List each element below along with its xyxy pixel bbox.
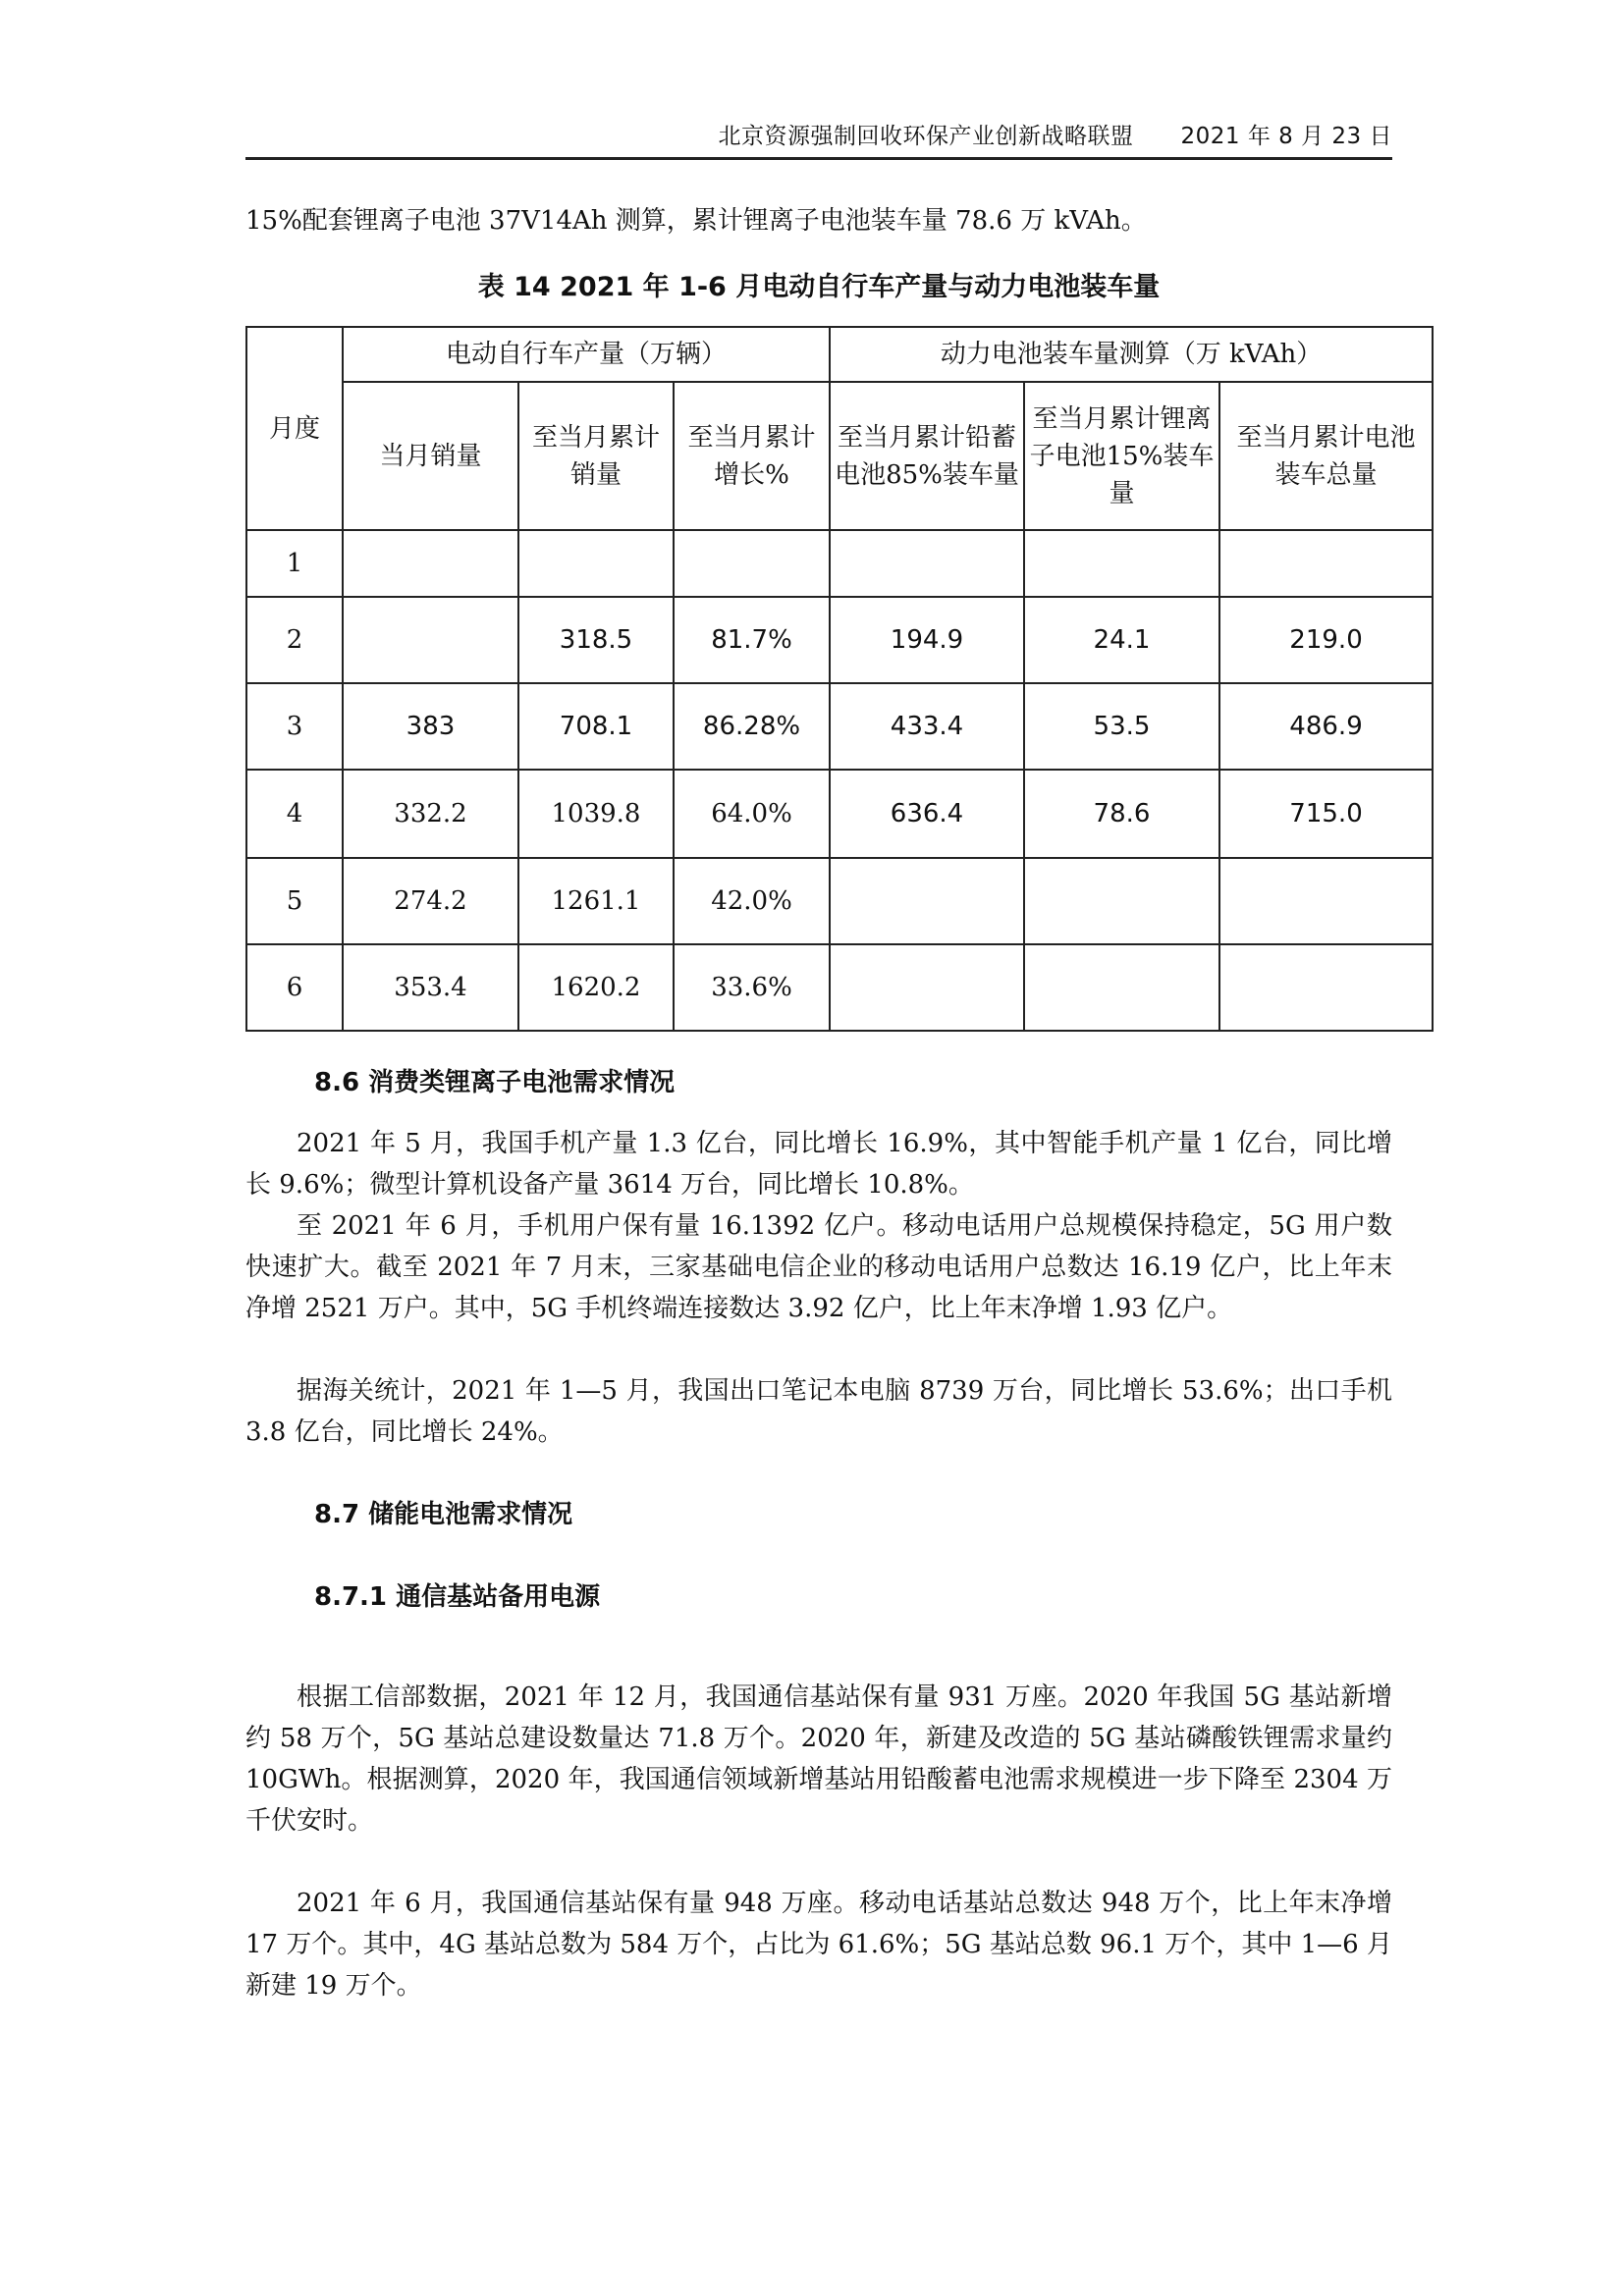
sub-header: 至当月累计销量 — [518, 382, 674, 530]
page-header — [245, 118, 1392, 150]
table-cell — [343, 530, 518, 597]
table-cell: 4 — [246, 770, 343, 858]
table-cell: 81.7% — [674, 597, 830, 683]
section-8-6-heading: 8.6 消费类锂离子电池需求情况 — [314, 1068, 676, 1097]
intro-line: 15%配套锂离子电池 37V14Ah 测算，累计锂离子电池装车量 78.6 万 kVAh。 — [245, 206, 1147, 236]
table-row — [246, 944, 1433, 1031]
table-cell: 636.4 — [830, 770, 1024, 858]
sub-header: 至当月累计铅蓄电池85%装车量 — [830, 382, 1024, 530]
table-cell: 274.2 — [343, 858, 518, 944]
table-cell — [1219, 530, 1433, 597]
table-cell — [343, 597, 518, 683]
header-date: 2021 年 8 月 23 日 — [1180, 124, 1392, 149]
table-cell: 1620.2 — [518, 944, 674, 1031]
group-battery-header: 动力电池装车量测算（万 kVAh） — [830, 327, 1433, 382]
section-8-7-heading: 8.7 储能电池需求情况 — [314, 1500, 573, 1529]
table-header-row — [246, 327, 1433, 382]
sub-header: 至当月累计增长% — [674, 382, 830, 530]
table-cell — [1219, 944, 1433, 1031]
table-cell: 708.1 — [518, 683, 674, 770]
table-row — [246, 530, 1433, 597]
section-8-6-paragraph-1: 2021 年 5 月，我国手机产量 1.3 亿台，同比增长 16.9%，其中智能手机产量 1 亿台，同比增长 9.6%；微型计算机设备产量 3614 万台，同比增长 10.8%。 — [245, 1129, 1392, 1200]
table-cell: 86.28% — [674, 683, 830, 770]
table-row — [246, 770, 1433, 858]
table-cell: 33.6% — [674, 944, 830, 1031]
section-8-7-1-paragraph-1: 根据工信部数据，2021 年 12 月，我国通信基站保有量 931 万座。2020 年我国 5G 基站新增约 58 万个，5G 基站总建设数量达 71.8 万个。2020 年，新建及改造的 5G 基站磷酸铁锂需求量约 10GWh。根据测算，2020 年，我国通信领域新增基站用铅酸蓄电池需求规模进一步下降至 2304 万千伏安时。 — [245, 1682, 1392, 1836]
table-cell: 64.0% — [674, 770, 830, 858]
table-cell — [518, 530, 674, 597]
table-cell — [674, 530, 830, 597]
header-rule — [245, 157, 1392, 160]
table-cell — [830, 944, 1024, 1031]
table-cell: 194.9 — [830, 597, 1024, 683]
table-cell: 486.9 — [1219, 683, 1433, 770]
col-month-header: 月度 — [246, 327, 343, 530]
table-row — [246, 858, 1433, 944]
table-row — [246, 597, 1433, 683]
table-cell: 353.4 — [343, 944, 518, 1031]
table-cell — [830, 530, 1024, 597]
section-8-7-1-heading: 8.7.1 通信基站备用电源 — [314, 1582, 601, 1612]
table-cell — [1024, 858, 1219, 944]
table-cell: 433.4 — [830, 683, 1024, 770]
table-cell: 78.6 — [1024, 770, 1219, 858]
header-org: 北京资源强制回收环保产业创新战略联盟 — [718, 124, 1134, 149]
table-cell: 1039.8 — [518, 770, 674, 858]
table-cell: 2 — [246, 597, 343, 683]
table-cell: 1 — [246, 530, 343, 597]
table-cell — [830, 858, 1024, 944]
table-cell: 318.5 — [518, 597, 674, 683]
table-cell — [1024, 944, 1219, 1031]
sub-header: 当月销量 — [343, 382, 518, 530]
table-cell: 1261.1 — [518, 858, 674, 944]
table-cell: 42.0% — [674, 858, 830, 944]
group-production-header: 电动自行车产量（万辆） — [343, 327, 830, 382]
table-subheader-row — [246, 382, 1433, 530]
table-cell: 3 — [246, 683, 343, 770]
table-cell: 715.0 — [1219, 770, 1433, 858]
table-cell: 24.1 — [1024, 597, 1219, 683]
table-cell: 219.0 — [1219, 597, 1433, 683]
sub-header: 至当月累计锂离子电池15%装车量 — [1024, 382, 1219, 530]
table-cell — [1024, 530, 1219, 597]
production-table — [245, 326, 1434, 1032]
section-8-6-paragraph-3: 据海关统计，2021 年 1—5 月，我国出口笔记本电脑 8739 万台，同比增长 53.6%；出口手机 3.8 亿台，同比增长 24%。 — [245, 1376, 1392, 1447]
table-cell — [1219, 858, 1433, 944]
table-cell: 5 — [246, 858, 343, 944]
table-cell: 332.2 — [343, 770, 518, 858]
section-8-7-1-paragraph-2: 2021 年 6 月，我国通信基站保有量 948 万座。移动电话基站总数达 948 万个，比上年末净增 17 万个。其中，4G 基站总数为 584 万个，占比为 61.6%；5G 基站总数 96.1 万个，其中 1—6 月新建 19 万个。 — [245, 1889, 1392, 2001]
table-cell: 383 — [343, 683, 518, 770]
table-row — [246, 683, 1433, 770]
table-caption: 表 14 2021 年 1-6 月电动自行车产量与动力电池装车量 — [477, 272, 1161, 302]
section-8-6-paragraph-2: 至 2021 年 6 月，手机用户保有量 16.1392 亿户。移动电话用户总规模保持稳定，5G 用户数快速扩大。截至 2021 年 7 月末，三家基础电信企业的移动电话用户总数达 16.19 亿户，比上年末净增 2521 万户。其中，5G 手机终端连接数达 3.92 亿户，比上年末净增 1.93 亿户。 — [245, 1211, 1392, 1323]
table-cell: 53.5 — [1024, 683, 1219, 770]
table-cell: 6 — [246, 944, 343, 1031]
sub-header: 至当月累计电池装车总量 — [1219, 382, 1433, 530]
